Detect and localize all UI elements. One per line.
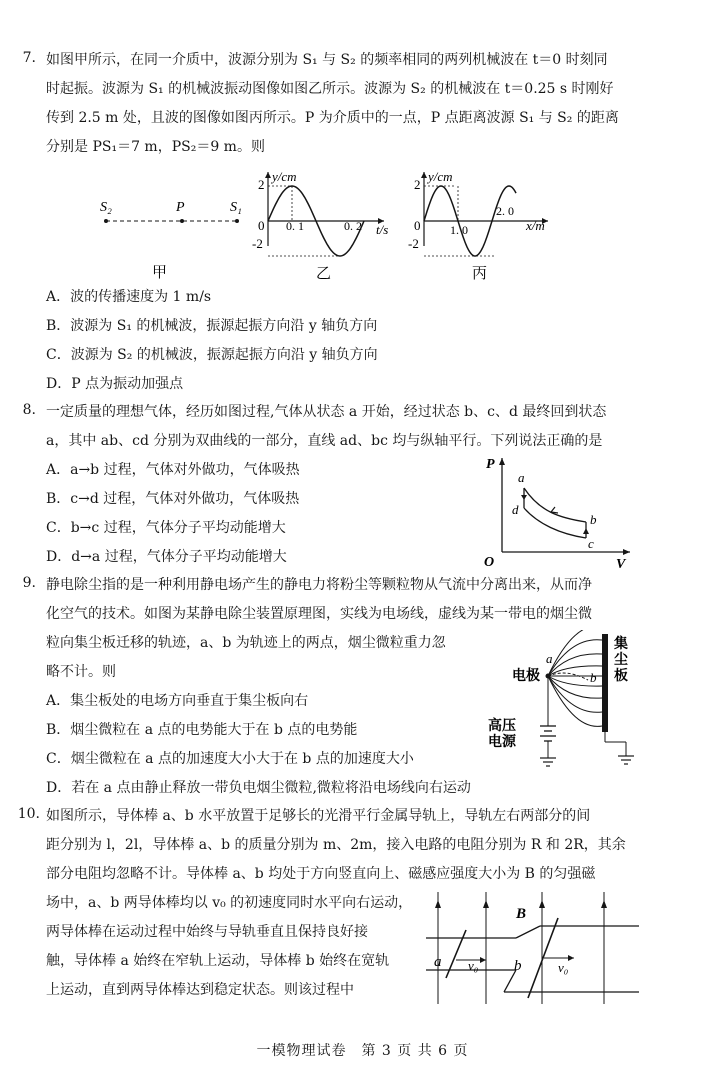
- q9-number: 9.: [22, 575, 36, 591]
- x-axis-label: x/m: [526, 218, 545, 233]
- field-arrowhead: [483, 900, 489, 908]
- tick-neg: -2: [252, 236, 263, 251]
- q8-option-c: C．b→c 过程，气体分子平均动能增大: [46, 520, 286, 536]
- q8-pv-diagram: [480, 452, 640, 570]
- q9-line-3: 粒向集尘板迁移的轨迹，a、b 为轨迹上的两点，烟尘微粒重力忽: [46, 635, 446, 651]
- label-s1: S₁: [230, 200, 242, 215]
- field-label: B: [516, 906, 527, 922]
- tick-x2: 2. 0: [496, 204, 514, 218]
- q8-option-d: D．d→a 过程，气体分子平均动能增大: [46, 549, 287, 565]
- tick-pos: 2: [414, 177, 421, 192]
- q7-figure-bing: [400, 166, 560, 281]
- rail-step-top: [516, 926, 540, 938]
- q7-figure-yi: [244, 166, 400, 281]
- field-arrowhead: [539, 900, 545, 908]
- tick-x1: 0. 1: [286, 219, 304, 233]
- y-arrow: [421, 172, 427, 178]
- velocity-arrowhead-a: [480, 957, 486, 963]
- plate-label-3: 板: [614, 669, 628, 684]
- q8-option-a: A．a→b 过程，气体对外做功，气体吸热: [46, 462, 300, 478]
- field-arrowhead: [435, 900, 441, 908]
- q9-option-d: D．若在 a 点由静止释放一带负电烟尘微粒,微粒将沿电场线向右运动: [46, 780, 471, 796]
- p-axis-label: P: [486, 457, 495, 472]
- electrode-label: 电极: [512, 669, 540, 684]
- plate-label-2: 尘: [614, 653, 628, 668]
- velocity-label-a: v₀: [468, 958, 479, 973]
- arrow-da: [521, 495, 527, 500]
- q8-line-1: 一定质量的理想气体，经历如图过程,气体从状态 a 开始，经过状态 b、c、d 最终回到状态: [46, 404, 607, 420]
- q7-option-d: D．P 点为振动加强点: [46, 376, 184, 392]
- field-arrowhead: [601, 900, 607, 908]
- q10-rail-diagram: [424, 888, 649, 1008]
- x-axis-label: t/s: [376, 222, 389, 237]
- point-a: a: [518, 470, 525, 485]
- point-b: b: [590, 670, 597, 685]
- q8-line-2: a，其中 ab、cd 分别为双曲线的一部分，直线 ad、bc 均与纵轴平行。下列说法正确的是: [46, 433, 603, 449]
- rod-a-label: a: [434, 954, 442, 970]
- q7-option-a: A．波的传播速度为 1 m/s: [46, 289, 212, 305]
- collector-plate: [602, 634, 608, 732]
- q9-precipitator-diagram: [484, 630, 654, 780]
- q7-line-4: 分别是 PS₁＝7 m，PS₂＝9 m。则: [46, 139, 265, 155]
- q8-option-b: B．c→d 过程，气体对外做功，气体吸热: [46, 491, 300, 507]
- q10-line-7: 上运动，直到两导体棒达到稳定状态。则该过程中: [46, 982, 354, 998]
- q9-line-2: 化空气的技术。如图为某静电除尘装置原理图，实线为电场线，虚线为某一带电的烟尘微: [46, 606, 592, 622]
- p-arrow: [499, 458, 505, 465]
- q9-option-c: C．烟尘微粒在 a 点的加速度大小大于在 b 点的加速度大小: [46, 751, 414, 767]
- caption-jia: 甲: [152, 265, 168, 280]
- origin-label: O: [484, 555, 495, 570]
- arrow-bc: [583, 528, 589, 534]
- y-arrow: [265, 172, 271, 178]
- q7-line-2: 时起振。波源为 S₁ 的机械波振动图像如图乙所示。波源为 S₂ 的机械波在 t＝0.25 s 时刚好: [46, 81, 614, 97]
- q10-number: 10.: [17, 806, 40, 822]
- rod-b-label: b: [514, 958, 522, 974]
- q10-line-4: 场中，a、b 两导体棒均以 v₀ 的初速度同时水平向右运动，: [46, 895, 413, 911]
- q7-figure-jia: [90, 185, 260, 280]
- origin-label: 0: [258, 218, 265, 233]
- q7-option-b: B．波源为 S₁ 的机械波，振源起振方向沿 y 轴负方向: [46, 318, 378, 334]
- arrow-ab: [551, 507, 558, 513]
- q10-line-2: 距分别为 l，2l，导体棒 a、b 的质量分别为 m、2m，接入电路的电阻分别为 R 和 2R，其余: [46, 837, 626, 853]
- q10-line-3: 部分电阻均忽略不计。导体棒 a、b 均处于方向竖直向上、磁感应强度大小为 B 的匀强磁: [46, 866, 596, 882]
- caption-yi: 乙: [316, 266, 332, 281]
- q10-line-5: 两导体棒在运动过程中始终与导轨垂直且保持良好接: [46, 924, 368, 940]
- q10-line-6: 触，导体棒 a 始终在窄轨上运动，导体棒 b 始终在宽轨: [46, 953, 390, 969]
- y-axis-label: y/cm: [428, 169, 453, 184]
- hv-label-1: 高压: [488, 719, 516, 734]
- point-b: b: [590, 512, 597, 527]
- tick-neg: -2: [408, 236, 419, 251]
- point-a: a: [546, 651, 553, 666]
- tick-x2: 0. 2: [344, 219, 362, 233]
- q10-line-1: 如图所示，导体棒 a、b 水平放置于足够长的光滑平行金属导轨上，导轨左右两部分的间: [46, 808, 591, 824]
- origin-label: 0: [414, 218, 421, 233]
- q9-option-b: B．烟尘微粒在 a 点的电势能大于在 b 点的电势能: [46, 722, 358, 738]
- caption-bing: 丙: [472, 266, 488, 281]
- q9-option-a: A．集尘板处的电场方向垂直于集尘板向右: [46, 693, 309, 709]
- tick-x1: 1. 0: [450, 223, 468, 237]
- tick-pos: 2: [258, 177, 265, 192]
- page-footer: 一模物理试卷 第 3 页 共 6 页: [256, 1043, 469, 1059]
- hv-label-2: 电源: [488, 735, 516, 750]
- y-axis-label: y/cm: [272, 169, 297, 184]
- point-d: d: [512, 502, 519, 517]
- q7-line-3: 传到 2.5 m 处，且波的图像如图丙所示。P 为介质中的一点，P 点距离波源 S₁ 与 S₂ 的距离: [46, 110, 619, 126]
- plate-label-1: 集: [614, 637, 628, 652]
- rod-a: [446, 930, 466, 978]
- q8-number: 8.: [22, 402, 36, 418]
- q7-number: 7.: [22, 50, 36, 66]
- label-p: P: [176, 200, 185, 215]
- v-arrow: [623, 549, 630, 555]
- v-axis-label: V: [616, 557, 626, 570]
- velocity-arrowhead-b: [568, 955, 574, 961]
- velocity-label-b: v₀: [558, 960, 569, 975]
- q7-line-1: 如图甲所示，在同一介质中，波源分别为 S₁ 与 S₂ 的频率相同的两列机械波在 t＝0 时刻同: [46, 52, 608, 68]
- label-s2: S₂: [100, 200, 112, 215]
- q9-line-4: 略不计。则: [46, 664, 116, 680]
- q7-option-c: C．波源为 S₂ 的机械波，振源起振方向沿 y 轴负方向: [46, 347, 378, 363]
- point-c: c: [588, 536, 594, 551]
- q9-line-1: 静电除尘指的是一种利用静电场产生的静电力将粉尘等颗粒物从气流中分离出来，从而净: [46, 577, 592, 593]
